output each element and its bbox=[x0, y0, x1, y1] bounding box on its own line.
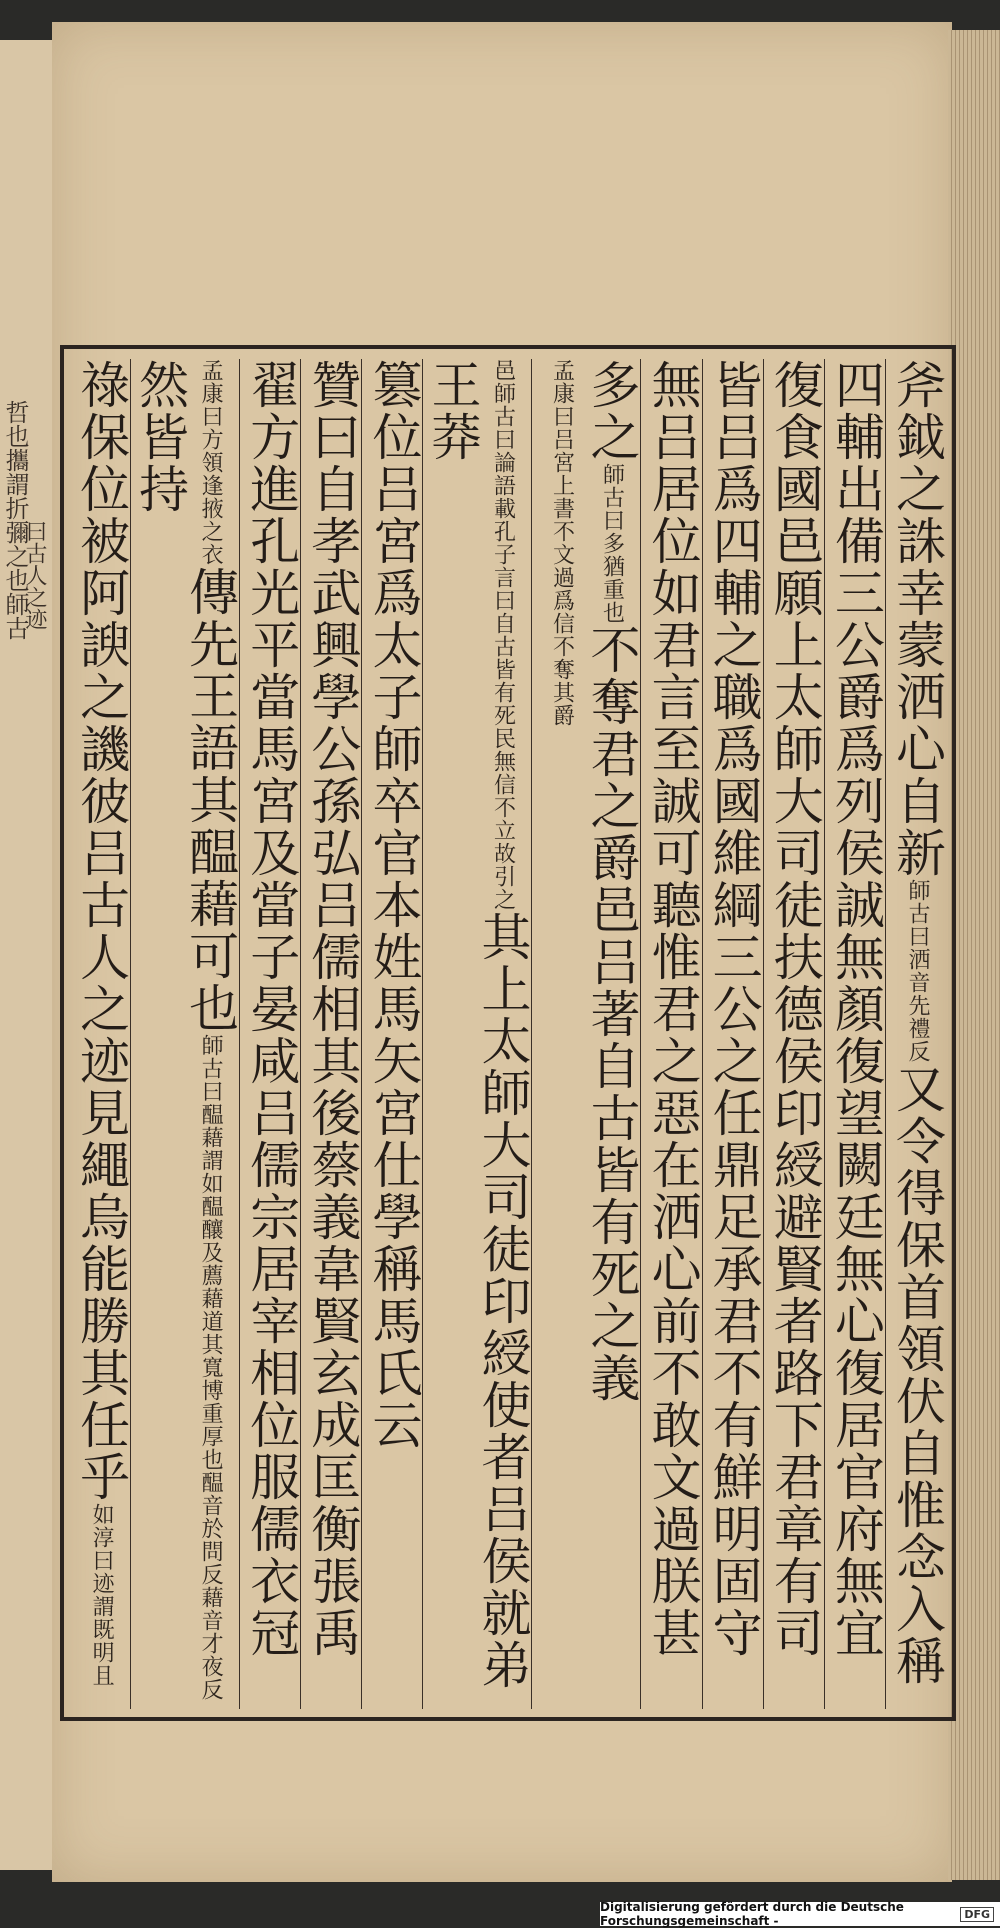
text-column-2 bbox=[824, 359, 885, 1709]
text-column-8 bbox=[361, 359, 422, 1709]
left-page-text-2: 曰古人之迹 bbox=[22, 520, 47, 630]
commentary-note: 師古曰洒音先禮反 bbox=[905, 879, 930, 1063]
main-text: 篡位吕宮爲太子師卒官本姓馬矢宮仕學稱馬氏云 bbox=[364, 359, 423, 1451]
main-text: 傳先王語其醖藉可也 bbox=[181, 566, 240, 1034]
text-column-12 bbox=[70, 359, 130, 1709]
text-columns bbox=[70, 359, 946, 1709]
commentary-note: 如淳曰迹謂既明且 bbox=[89, 1503, 115, 1687]
text-column-6 bbox=[531, 359, 640, 1709]
commentary-note: 孟康曰方領逢掖之衣 bbox=[198, 359, 224, 566]
main-text: 復食國邑願上太師大司徒扶德侯印綬避賢者路下君章有司 bbox=[765, 359, 824, 1659]
text-column-5 bbox=[640, 359, 701, 1709]
main-text: 多之 bbox=[582, 359, 641, 463]
text-column-1 bbox=[885, 359, 946, 1709]
commentary-note: 師古曰醖藉謂如醖釀及薦藉道其寬博重厚也醖音於問反藉音才夜反 bbox=[198, 1034, 224, 1701]
text-column-11 bbox=[130, 359, 239, 1709]
main-text: 然皆持 bbox=[131, 359, 190, 515]
text-column-9 bbox=[300, 359, 361, 1709]
text-column-3 bbox=[763, 359, 824, 1709]
text-column-4 bbox=[702, 359, 763, 1709]
text-column-7 bbox=[422, 359, 531, 1709]
dfg-logo: DFG bbox=[960, 1907, 994, 1922]
text-frame bbox=[60, 345, 956, 1721]
main-text: 無吕居位如君言至誠可聽惟君之惡在洒心前不敢文過朕甚 bbox=[643, 359, 702, 1659]
main-text: 四輔出備三公爵爲列侯誠無顏復望闕廷無心復居官府無宜 bbox=[826, 359, 885, 1659]
credit-text: Digitalisierung gefördert durch die Deutsche Forschungsgemeinschaft - bbox=[600, 1900, 904, 1928]
text-column-10 bbox=[239, 359, 300, 1709]
commentary-note: 邑師古曰論語載孔子言曰自古皆有死民無信不立故引之 bbox=[490, 359, 516, 911]
main-text: 不奪君之爵邑吕著自古皆有死之義 bbox=[582, 624, 641, 1404]
left-page-edge bbox=[0, 40, 54, 1870]
main-text: 贊曰自孝武興學公孫弘吕儒相其後蔡義韋賢玄成匡衡張禹 bbox=[303, 359, 362, 1659]
commentary-note: 師古曰多猶重也 bbox=[599, 463, 625, 624]
digitization-credit bbox=[600, 1902, 1000, 1926]
left-page-text: 哲也攜謂折彌之也師古 bbox=[1, 400, 29, 640]
main-text: 斧鉞之誅幸蒙洒心自新 bbox=[888, 359, 946, 879]
commentary-note: 孟康曰吕宮上書不文過爲信不奪其爵 bbox=[549, 359, 575, 727]
main-text: 其上太師大司徒印綬使者吕侯就弟王莽 bbox=[423, 359, 532, 1691]
main-text: 祿保位被阿諛之譏彼吕古人之迹見繩烏能勝其任乎 bbox=[72, 359, 131, 1503]
main-text: 翟方進孔光平當馬宮及當子晏咸吕儒宗居宰相位服儒衣冠 bbox=[242, 359, 301, 1659]
main-text: 又令得保首領伏自惟念入稱 bbox=[888, 1063, 946, 1687]
main-text: 皆吕爲四輔之職爲國維綱三公之任鼎足承君不有鮮明固守 bbox=[704, 359, 763, 1659]
